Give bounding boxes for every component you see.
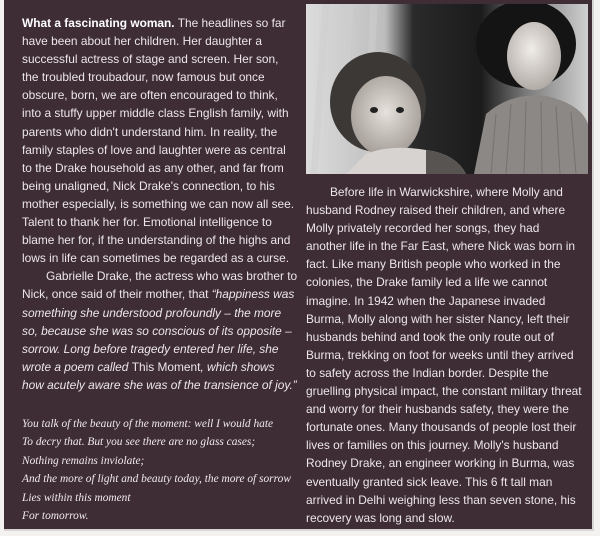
poem-title-text: This Moment [131,359,201,374]
quote-end-text: , which shows how acutely aware she was of the transience of joy.” [22,359,297,392]
left-column [22,14,298,525]
poem-line: Nothing remains inviolate; [22,454,145,467]
intro-body-text: The headlines so far have been about her children. Her daughter a successful actress of stage and screen. Her son, the troubled troubadour, now famous but once obscure, born, we are often encouraged to think, into a stuffy upper middle class English family, with parents who didn't understand him. In reality, the family staples of love and laughter were as central to the Drake household as any other, and far from being unaligned, Nick Drake's connection, to his mother especially, is something we can now all see. Talent to thank her for. Emotional intelligence to blame her for, if the understanding of the highs and lows in life can sometimes be regarded as a curse. [22,16,295,266]
history-paragraph: Before life in Warwickshire, where Molly and husband Rodney raised their children, and where Molly privately recorded her songs, they had another life in the Far East, where Nick was born in fact. Like many British people who worked in the colonies, the Drake family led a life we cannot imagine. In 1942 when the Japanese invaded Burma, Molly along with her sister Nancy, left their husbands behind and took the only route out of Burma, trekking on foot for weeks until they arrived to safety across the Indian border. Despite the gruelling physical impact, the constant military threat and worry for their husbands safety, they were the fortunate ones. Many thousands of people lost their lives or families on this journey. Molly's husband Rodney Drake, an engineer working in Burma, was eventually granted sick leave. This 6 ft tall man arrived in Delhi weighing less than seven stone, his recovery was long and slow. [306,185,582,525]
family-photo [306,4,588,174]
poem-line: You talk of the beauty of the moment: well I would hate [22,417,274,430]
photo-image [306,4,588,174]
lead-in-text: What a fascinating woman. [22,16,175,30]
quote-paragraph [22,267,298,394]
poem-block [22,415,298,525]
right-column [306,183,582,527]
poem-line: Lies within this moment [22,491,131,504]
poem-line: For tomorrow. [22,510,89,522]
quote-intro-text: Gabrielle Drake, the actress who was brother to Nick, once said of their mother, that [22,269,298,302]
intro-paragraph [22,14,298,267]
booklet-page [4,0,594,531]
poem-line: To decry that. But you see there are no glass cases; [22,436,256,449]
poem-line: And the more of light and beauty today, the more of sorrow [22,473,291,486]
quote-text: “happiness was something she understood profoundly – the more so, because she was so conscious of its opposite – sorrow. Long before tragedy entered her life, she wrote a poem called [22,287,295,374]
